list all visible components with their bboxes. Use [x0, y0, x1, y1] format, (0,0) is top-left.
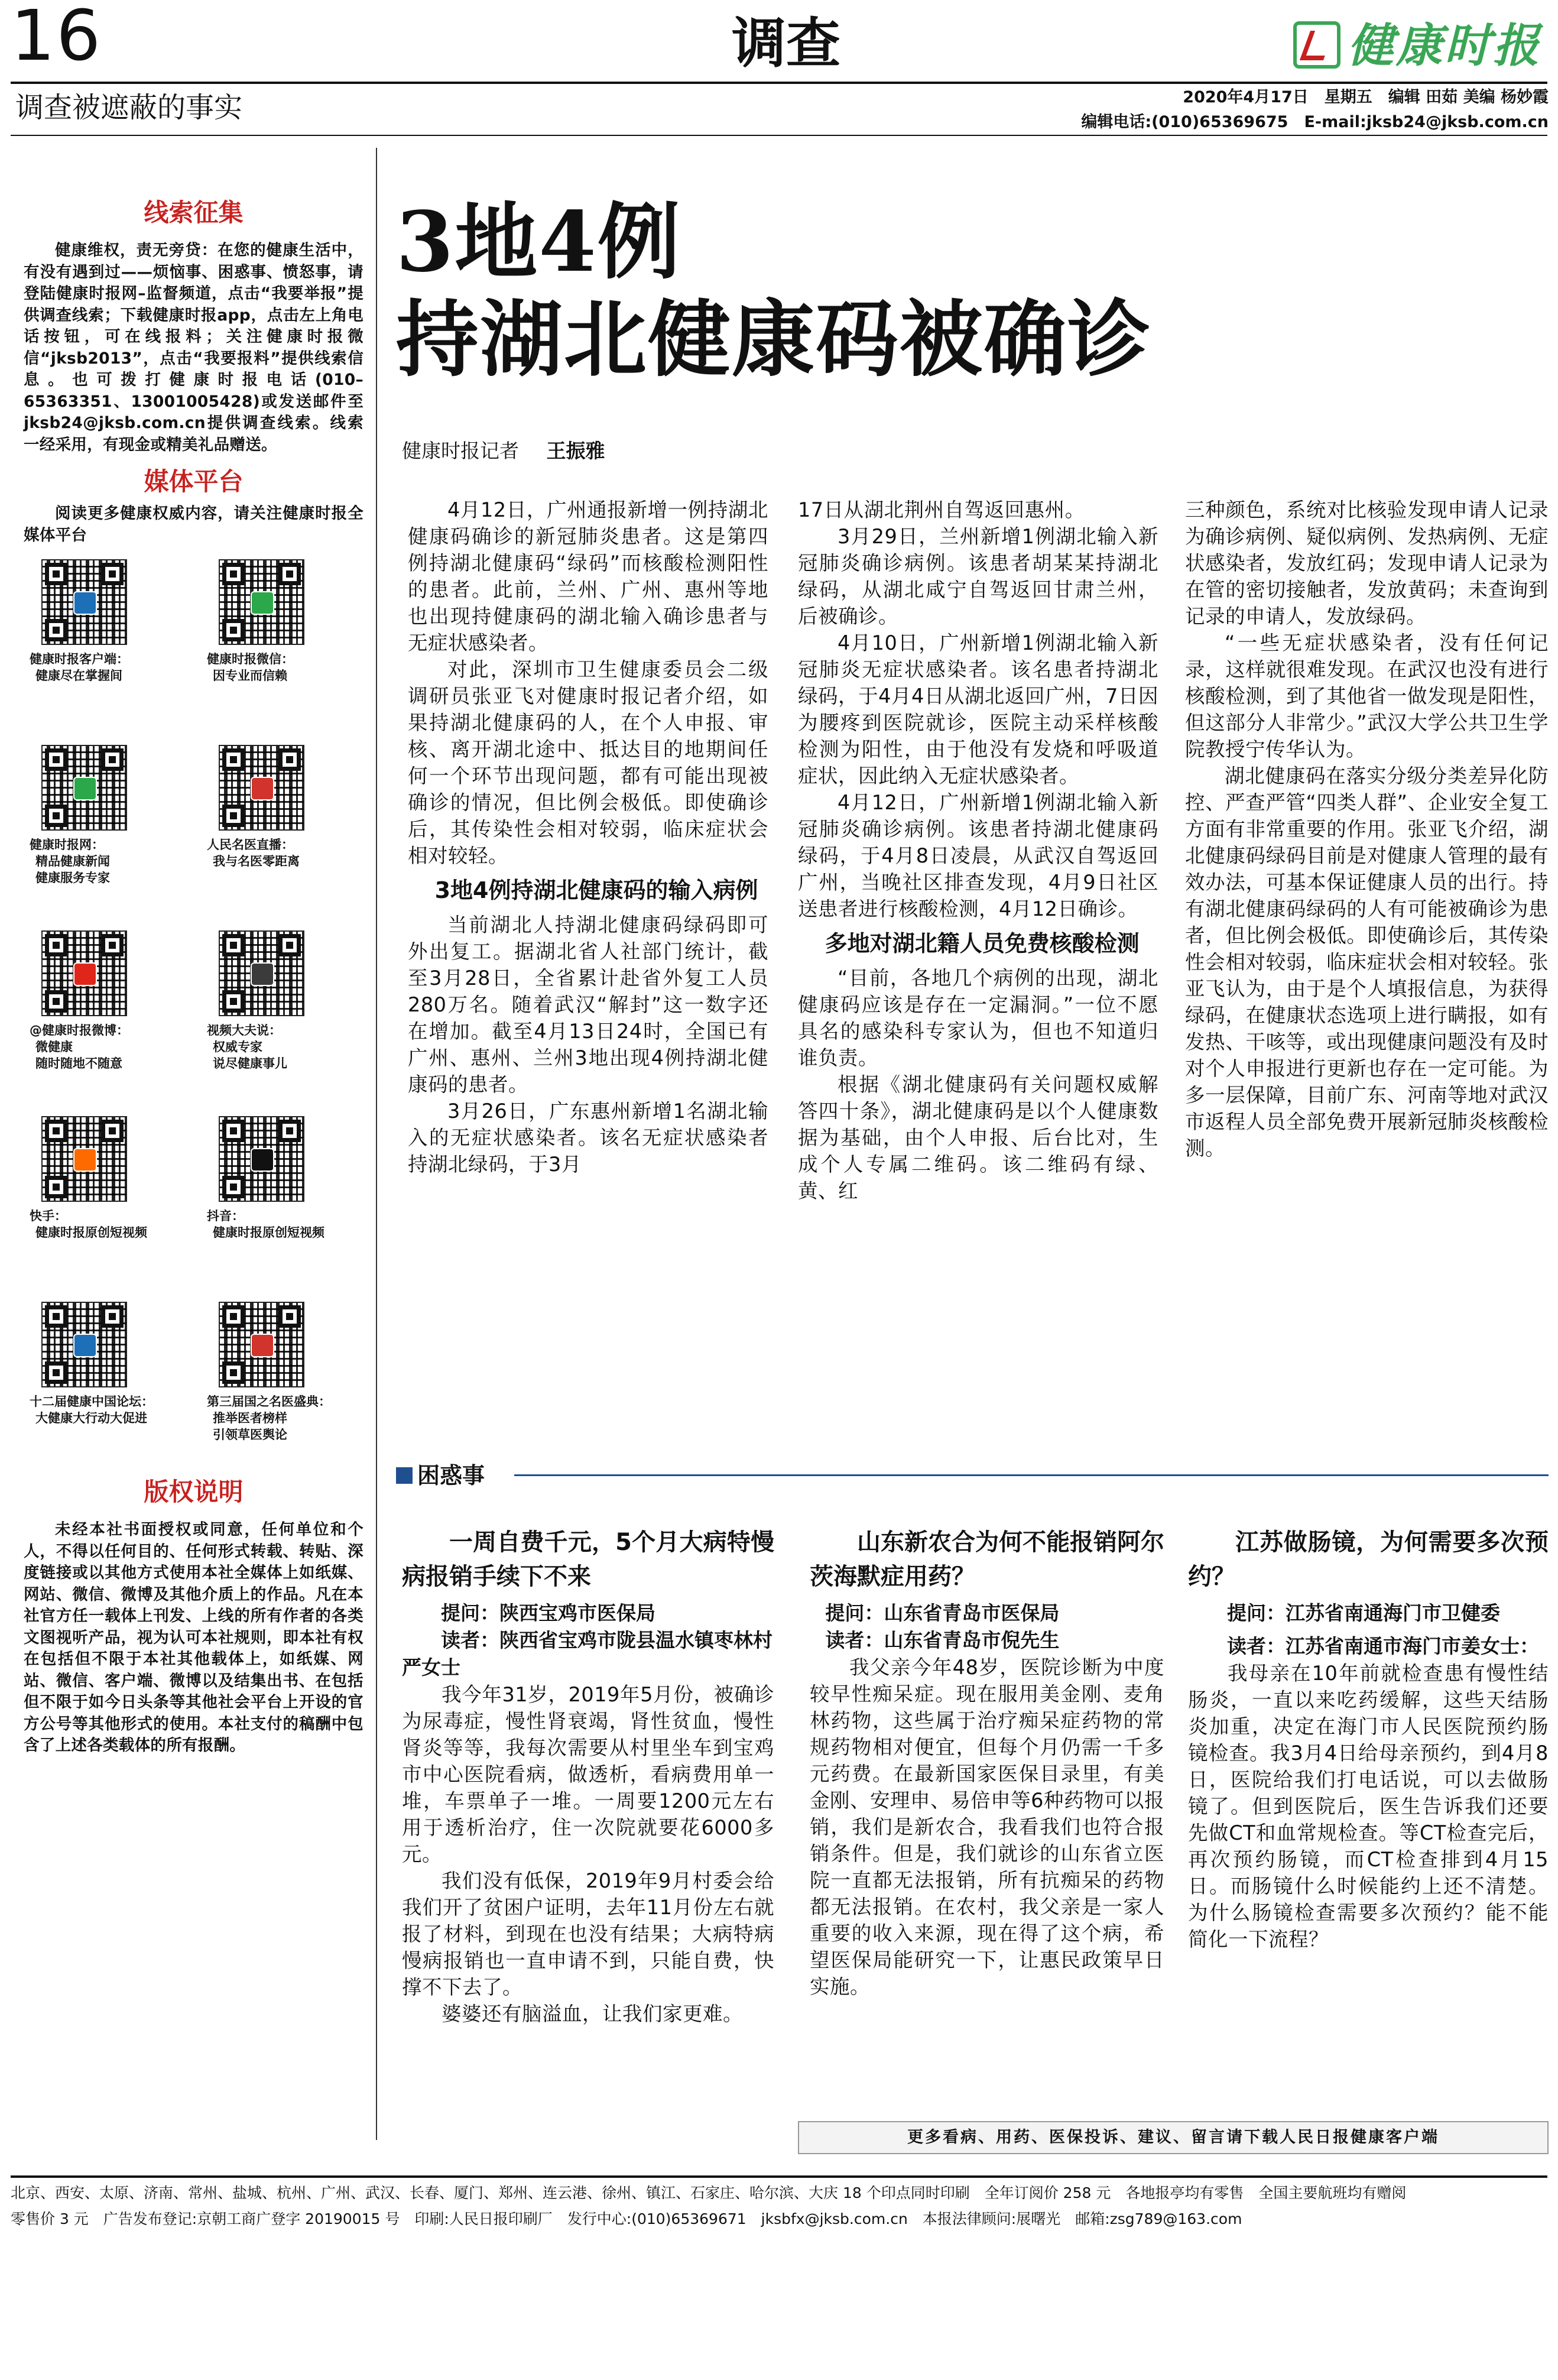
paragraph: “目前，各地几个病例的出现，湖北健康码应该是存在一定漏洞。”一位不愿具名的感染科专家认为，但也不知道归谁负责。 [798, 967, 1158, 1069]
paragraph: 我今年31岁，2019年5月份，被确诊为尿毒症，慢性肾衰竭，肾性贫血，慢性肾炎等等，我每次需要从村里坐车到宝鸡市中心医院看病，做透析，看病费用单一堆，车票单子一堆。一周要1200元左右用于透析治疗，住一次院就要花6000多元。 [402, 1683, 774, 1866]
paragraph: 我们没有低保，2019年9月村委会给我们开了贫困户证明，去年11月份左右就报了材料，到现在也没有结果；大病特病慢病报销也一直申请不到，只能自费，快撑不下去了。 [402, 1869, 774, 1999]
paragraph: 对此，深圳市卫生健康委员会二级调研员张亚飞对健康时报记者介绍，如果持湖北健康码的人，在个人申报、审核、离开湖北途中、抵达目的地期间任何一个环节出现问题，都有可能出现被确诊的情况，但比例会极低。即使确诊后，其传染性会相对较弱，临床症状会相对较轻。 [408, 658, 768, 867]
qr-item-desc: 健康时报原创短视频 [35, 1225, 147, 1240]
qr-item-name: 视频大夫说： [207, 1023, 281, 1037]
paragraph: 4月12日，广州新增1例湖北输入新冠肺炎确诊病例。该患者持湖北健康码绿码，于4月8日凌晨，从武汉自驾返回广州，当晚社区排查发现，4月9日社区送患者进行核酸检测，4月12日确诊。 [798, 791, 1158, 920]
header-rule-bottom [11, 135, 1547, 136]
article-col-1 [408, 497, 768, 1454]
qr-item[interactable] [30, 745, 189, 922]
qr-item[interactable] [30, 1302, 189, 1455]
qr-item-name: 健康时报客户端： [30, 652, 129, 666]
qr-item-desc: 推举医者榜样 引领草医舆论 [213, 1411, 287, 1442]
clue-title: 线索征集 [144, 198, 244, 227]
subheading: 多地对湖北籍人员免费核酸检测 [825, 930, 1140, 956]
qr-code-icon [219, 1302, 304, 1387]
qr-code-icon [41, 1302, 127, 1387]
copyright-text: 未经本社书面授权或同意，任何单位和个人，不得以任何目的、任何形式转载、转贴、深度链接或以其他方式使用本社全媒体上如纸媒、网站、微信、微博及其他介质上的作品。凡在本社官方任一载体上刊发、上线的所有作者的各类文图视听产品，视为认可本社规则，即本社有权在包括但不限于本社其他载体上，如纸媒、网站、微信、客户端、微博以及结集出书、在包括但不限于如今日头条等其他社会平台上开设的官方公号等其他形式的使用。本社支付的稿酬中包含了上述各类载体的所有报酬。 [24, 1520, 363, 1755]
qr-item[interactable] [207, 745, 366, 922]
qr-item-desc: 我与名医零距离 [213, 854, 300, 868]
date-line: 2020年4月17日 星期五 编辑 田茹 美编 杨妙霞 [1183, 88, 1549, 106]
qr-item-desc: 健康尽在掌握间 [35, 669, 122, 683]
logo-text: 健康时报 [1348, 20, 1542, 73]
qr-item-desc: 因专业而信赖 [213, 669, 287, 683]
section-title: 调查 [731, 11, 840, 75]
qr-item[interactable] [207, 1116, 366, 1293]
qr-item-name: 健康时报网： [30, 838, 104, 852]
paragraph: 4月10日，广州新增1例湖北输入新冠肺炎无症状感染者。该名患者持湖北绿码，于4月4日从湖北返回广州，7日因为腰疼到医院就诊，医院主动采样核酸检测为阳性，由于他没有发烧和呼吸道症状，因此纳入无症状感染者。 [798, 631, 1158, 787]
section-label: 困惑事 [417, 1463, 485, 1489]
question-reader: 读者：山东省青岛市倪先生 [825, 1629, 1060, 1652]
byline [402, 437, 605, 465]
qr-item-name: 十二届健康中国论坛： [30, 1395, 154, 1409]
square-bullet-icon [396, 1467, 413, 1484]
headline-line-1: 3地4例 [396, 194, 681, 291]
question-1 [402, 1525, 774, 2116]
qr-item[interactable] [207, 1302, 366, 1455]
qr-code-icon [219, 745, 304, 831]
question-reader: 读者：陕西省宝鸡市陇县温水镇枣林村严女士 [402, 1629, 772, 1679]
promo-bar: 更多看病、用药、医保投诉、建议、留言请下载人民日报健康客户端 [798, 2121, 1549, 2154]
paragraph: 湖北健康码在落实分级分类差异化防控、严查严管“四类人群”、企业安全复工方面有非常重要的作用。张亚飞介绍，湖北健康码绿码目前是对健康人管理的最有效办法，可基本保证健康人员的出行。持有湖北健康码绿码的人有可能被确诊为患者，但比例会极低。即使确诊后，其传染性会相对较弱，临床症状会相对较轻。张亚飞认为，由于是个人填报信息，为获得绿码，在健康状态选项上进行瞒报，如有发热、干咳等，或出现健康问题没有及时对个人申报进行更新也存在一定可能。为多一层保障，目前广东、河南等地对武汉市返程人员全部免费开展新冠肺炎核酸检测。 [1185, 764, 1549, 1160]
page-number: 16 [11, 0, 102, 76]
qr-item[interactable] [207, 930, 366, 1108]
sidebar [24, 195, 363, 2175]
header-rule [11, 82, 1547, 84]
copyright-title: 版权说明 [144, 1477, 244, 1506]
qr-code-icon [219, 930, 304, 1016]
article-col-2 [798, 497, 1158, 1454]
footer-line-2: 零售价 3 元 广告发布登记:京朝工商广登字 20190015 号 印刷:人民日报印刷厂 发行中心:(010)65369671 jksbfx@jksb.com.cn 本报法律顾问:展曙光 邮箱:zsg789@163.com [11, 2210, 1242, 2227]
qr-item[interactable] [30, 1116, 189, 1293]
paragraph: 我父亲今年48岁，医院诊断为中度较早性痴呆症。现在服用美金刚、麦角林药物，这些属于治疗痴呆症药物的常规药物相对便宜，但每个月仍需一千多元药费。在最新国家医保目录里，有美金刚、安理申、易倍申等6种药物可以报销，我们是新农合，我看我们也符合报销条件。但是，我们就诊的山东省立医院一直都无法报销，所有抗痴呆的药物都无法报销。在农村，我父亲是一家人重要的收入来源，现在得了这个病，希望医保局能研究一下，让惠民政策早日实施。 [810, 1656, 1164, 1998]
byline-name: 王振雅 [546, 439, 605, 462]
qr-item-name: 抖音： [207, 1209, 244, 1223]
qr-item-desc: 权威专家 说尽健康事儿 [213, 1040, 287, 1071]
qr-item[interactable] [30, 559, 189, 737]
footer-rule [11, 2175, 1547, 2178]
qr-code-icon [41, 559, 127, 645]
question-title: 山东新农合为何不能报销阿尔茨海默症用药？ [810, 1529, 1164, 1590]
puzzle-section-header [396, 1459, 1549, 1494]
paragraph: 婆婆还有脑溢血，让我们家更难。 [442, 2002, 743, 2025]
qr-item-desc: 微健康 随时随地不随意 [35, 1040, 122, 1071]
qr-item-desc: 精品健康新闻 健康服务专家 [35, 854, 110, 885]
sidebar-divider [376, 148, 377, 2140]
qr-item-name: 快手： [30, 1209, 67, 1223]
paragraph: 三种颜色，系统对比核验发现申请人记录为确诊病例、疑似病例、发热病例、无症状感染者，发放红码；发现申请人记录为在管的密切接触者，发放黄码；未查询到记录的申请人，发放绿码。 [1185, 498, 1549, 628]
subheading: 3地4例持湖北健康码的输入病例 [434, 877, 758, 903]
qr-code-icon [41, 745, 127, 831]
qr-item-desc: 大健康大行动大促进 [35, 1411, 147, 1425]
qr-code-icon [41, 1116, 127, 1202]
paragraph: 4月12日，广州通报新增一例持湖北健康码确诊的新冠肺炎患者。这是第四例持湖北健康码“绿码”而核酸检测阳性的患者。此前，兰州、广州、惠州等地也出现持健康码的湖北输入确诊患者与无症状感染者。 [408, 498, 768, 654]
media-title: 媒体平台 [144, 467, 244, 496]
paragraph: “一些无症状感染者，没有任何记录，这样就很难发现。在武汉也没有进行核酸检测，到了其他省一做发现是阳性，但这部分人非常少。”武汉大学公共卫生学院教授宁传华认为。 [1185, 631, 1549, 761]
logo-emblem-icon [1293, 21, 1340, 69]
byline-label: 健康时报记者 [402, 439, 519, 462]
qr-grid [24, 559, 363, 1455]
article-col-3 [1185, 497, 1549, 1454]
paragraph: 我母亲在10年前就检查患有慢性结肠炎，一直以来吃药缓解，这些天结肠炎加重，决定在海门市人民医院预约肠镜检查。我3月4日给母亲预约，到4月8日，医院给我们打电话说，可以去做肠镜了。但到医院后，医生告诉我们还要先做CT和血常规检查。等CT检查完后，再次预约肠镜，而CT检查排到4月15日。而肠镜什么时候能约上还不清楚。为什么肠镜检查需要多次预约？能不能简化一下流程？ [1188, 1662, 1549, 1951]
question-2 [810, 1525, 1164, 2116]
logo [1293, 18, 1553, 77]
qr-item-name: 人民名医直播： [207, 838, 294, 852]
question-asked-to: 提问：江苏省南通海门市卫健委 [1227, 1601, 1500, 1625]
clue-text: 健康维权，责无旁贷：在您的健康生活中，有没有遇到过——烦恼事、困惑事、愤怒事，请登陆健康时报网–监督频道，点击“我要举报”提供调查线索；下载健康时报app，点击左上角电话按钮，可在线报料；关注健康时报微信“jksb2013”，点击“我要报料”提供线索信息。也可拨打健康时报电话(010–65363351、13001005428)或发送邮件至jksb24@jksb.com.cn提供调查线索。线索一经采用，有现金或精美礼品赠送。 [24, 241, 363, 454]
qr-item[interactable] [207, 559, 366, 737]
qr-item-name: 健康时报微信： [207, 652, 294, 666]
question-3 [1188, 1525, 1549, 2116]
media-text: 阅读更多健康权威内容，请关注健康时报全媒体平台 [24, 504, 363, 544]
contact-line: 编辑电话:(010)65369675 E-mail:jksb24@jksb.com.cn [1081, 113, 1549, 131]
qr-code-icon [219, 1116, 304, 1202]
paragraph: 3月29日，兰州新增1例湖北输入新冠肺炎确诊病例。该患者胡某某持湖北绿码，从湖北咸宁自驾返回甘肃兰州，后被确诊。 [798, 525, 1158, 628]
qr-item-name: 第三届国之名医盛典： [207, 1395, 331, 1409]
tagline: 调查被遮蔽的事实 [15, 91, 243, 124]
headline-line-2: 持湖北健康码被确诊 [396, 291, 1152, 388]
qr-item-name: @健康时报微博： [30, 1023, 129, 1037]
page-header [0, 0, 1558, 136]
question-title: 一周自费千元，5个月大病特慢病报销手续下不来 [402, 1529, 774, 1590]
paragraph: 根据《湖北健康码有关问题权威解答四十条》，湖北健康码是以个人健康数据为基础，由个人申报、后台比对，生成个人专属二维码。该二维码有绿、黄、红 [798, 1073, 1158, 1202]
paragraph: 3月26日，广东惠州新增1名湖北输入的无症状感染者。该名无症状感染者持湖北绿码，于3月 [408, 1100, 768, 1176]
paragraph: 17日从湖北荆州自驾返回惠州。 [798, 498, 1085, 521]
qr-item[interactable] [30, 930, 189, 1108]
question-reader: 读者：江苏省南通市海门市姜女士： [1227, 1635, 1539, 1658]
question-asked-to: 提问：山东省青岛市医保局 [825, 1601, 1060, 1625]
paragraph: 当前湖北人持湖北健康码绿码即可外出复工。据湖北省人社部门统计，截至3月28日，全省累计赴省外复工人员280万名。随着武汉“解封”这一数字还在增加。截至4月13日24时，全国已有广州、惠州、兰州3地出现4例持湖北健康码的患者。 [408, 913, 768, 1096]
qr-item-desc: 健康时报原创短视频 [213, 1225, 324, 1240]
footer-line-1: 北京、西安、太原、济南、常州、盐城、杭州、广州、武汉、长春、厦门、郑州、连云港、徐州、镇江、石家庄、哈尔滨、大庆 18 个印点同时印刷 全年订阅价 258 元 各地报亭均有零售 全国主要航班均有赠阅 [11, 2184, 1407, 2201]
qr-code-icon [219, 559, 304, 645]
qr-code-icon [41, 930, 127, 1016]
question-asked-to: 提问：陕西宝鸡市医保局 [441, 1601, 655, 1625]
question-title: 江苏做肠镜，为何需要多次预约？ [1188, 1529, 1549, 1590]
